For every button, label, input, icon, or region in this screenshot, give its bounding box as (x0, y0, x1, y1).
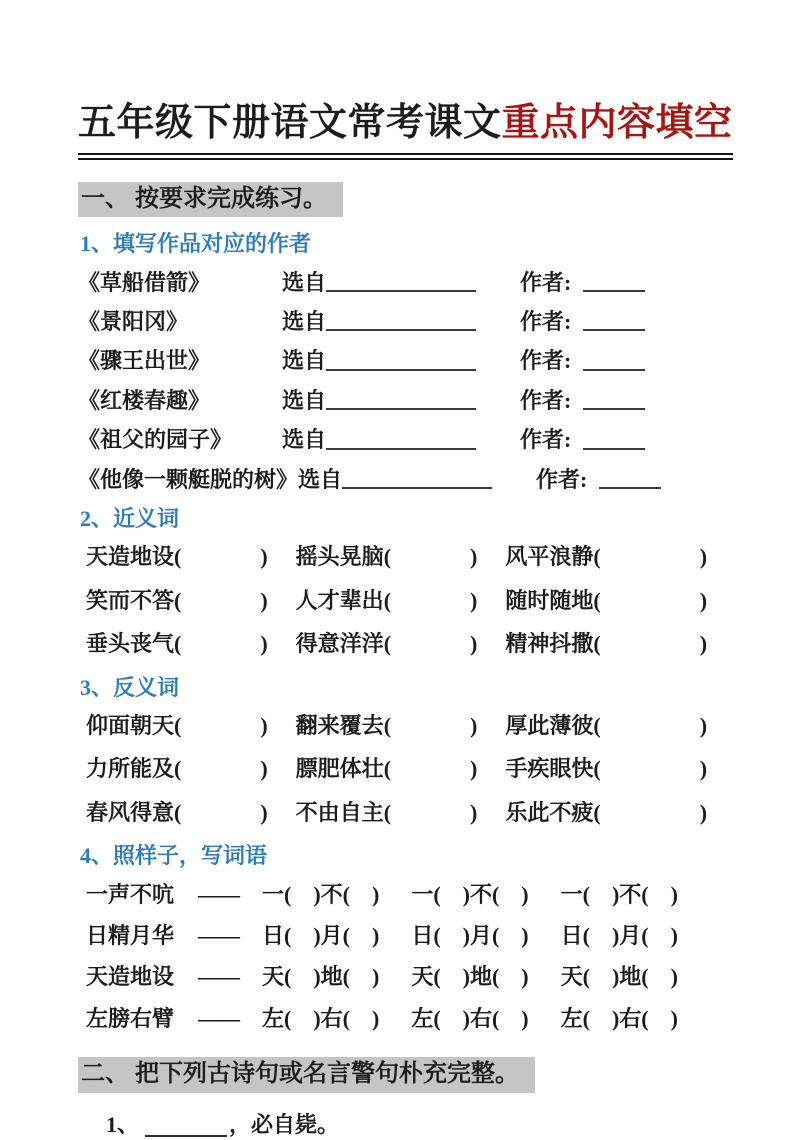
pattern-group: 日( )月( ) (560, 922, 678, 948)
pattern-group: 天( )地( ) (560, 964, 678, 990)
close-paren: ) (699, 799, 708, 825)
open-paren: ( (383, 587, 392, 613)
from-label: 选自 (282, 269, 327, 295)
word-item (505, 544, 715, 570)
pattern-row (86, 964, 715, 990)
pattern-group: 日( )月( ) (411, 922, 529, 948)
close-paren: ) (699, 587, 708, 613)
author-blank-line (583, 289, 645, 292)
word-item (296, 544, 506, 570)
word-item (86, 544, 296, 570)
word: 得意洋洋 (295, 631, 384, 657)
from-blank-line (326, 407, 476, 410)
open-paren: ( (383, 799, 392, 825)
open-paren: ( (174, 712, 182, 738)
close-paren: ) (260, 544, 268, 570)
pattern-group: 左( )右( ) (262, 1005, 380, 1031)
word: 风平浪静 (505, 544, 594, 570)
work-row (78, 270, 715, 296)
synonym-row (86, 544, 715, 570)
word: 厚此薄彼 (505, 712, 594, 738)
from-label: 选自 (282, 309, 327, 335)
open-paren: ( (593, 756, 601, 782)
subsection-1-heading: 1、填写作品对应的作者 (80, 231, 312, 257)
work-row (78, 388, 715, 414)
pattern-row (86, 923, 715, 949)
pattern-group: 一( )不( ) (262, 881, 380, 907)
close-paren: ) (260, 799, 268, 825)
word: 仰面朝天 (86, 712, 175, 738)
word: 垂头丧气 (86, 631, 175, 657)
open-paren: ( (383, 544, 392, 570)
word: 力所能及 (86, 756, 175, 782)
close-paren: ) (470, 799, 478, 825)
word-item (86, 800, 296, 826)
work-title: 《他像一颗艇脱的树》 (78, 466, 299, 492)
work-title: 《骤王出世》 (78, 348, 211, 374)
word: 乐此不疲 (505, 799, 594, 825)
word: 笑而不答 (86, 587, 175, 613)
open-paren: ( (174, 799, 182, 825)
close-paren: ) (470, 544, 478, 570)
antonym-row (86, 713, 715, 739)
open-paren: ( (174, 756, 182, 782)
word-item (505, 631, 715, 657)
from-blank-line (326, 447, 476, 450)
word-item (86, 588, 296, 614)
from-blank-line (326, 368, 476, 371)
word: 春风得意 (86, 799, 175, 825)
open-paren: ( (383, 756, 392, 782)
open-paren: ( (174, 544, 182, 570)
work-row (78, 467, 715, 493)
title-black-part: 五年级下册语文常考课文 (78, 102, 502, 144)
close-paren: ) (470, 587, 478, 613)
word-item (86, 756, 296, 782)
pattern-group: 日( )月( ) (262, 922, 380, 948)
from-label: 选自 (298, 466, 343, 492)
work-title: 《景阳冈》 (78, 309, 189, 335)
author-blank-line (583, 368, 645, 371)
open-paren: ( (593, 544, 601, 570)
author-label: 作者: (520, 348, 572, 374)
close-paren: ) (699, 631, 708, 657)
pattern-group: 一( )不( ) (411, 881, 529, 907)
close-paren: ) (260, 712, 268, 738)
word-item (505, 713, 715, 739)
word: 摇头晃脑 (295, 544, 384, 570)
open-paren: ( (383, 712, 392, 738)
pattern-example: 一声不吭 (86, 881, 175, 907)
author-label: 作者: (520, 387, 572, 413)
word: 不由自主 (295, 799, 384, 825)
pattern-group: 一( )不( ) (560, 881, 678, 907)
title-red-part: 重点内容填空 (501, 102, 733, 144)
word-item (505, 588, 715, 614)
section-one-header: 一、 按要求完成练习。 (78, 182, 343, 218)
open-paren: ( (174, 631, 182, 657)
synonym-row (86, 588, 715, 614)
pattern-example: 左膀右臂 (86, 1005, 175, 1031)
word: 膘肥体壮 (295, 756, 384, 782)
work-row (78, 427, 715, 453)
author-blank-line (583, 407, 645, 410)
word-item (296, 588, 506, 614)
word-item (505, 756, 715, 782)
sentence-text: ，必自毙。 (229, 1111, 340, 1137)
subsection-2-heading: 2、近义词 (80, 506, 180, 532)
word-item (296, 713, 506, 739)
pattern-example: 天造地设 (86, 964, 175, 990)
author-blank-line (599, 486, 661, 489)
work-row (78, 348, 715, 374)
close-paren: ) (260, 631, 268, 657)
close-paren: ) (470, 631, 478, 657)
sentence-line (106, 1111, 715, 1140)
pattern-example: 日精月华 (86, 922, 175, 948)
close-paren: ) (470, 712, 478, 738)
from-blank-line (326, 289, 476, 292)
close-paren: ) (260, 587, 268, 613)
from-label: 选自 (282, 348, 327, 374)
author-label: 作者: (520, 309, 572, 335)
close-paren: ) (699, 712, 708, 738)
open-paren: ( (593, 587, 601, 613)
dash: —— (198, 1005, 238, 1031)
open-paren: ( (593, 712, 601, 738)
from-label: 选自 (282, 427, 327, 453)
close-paren: ) (699, 756, 708, 782)
antonym-row (86, 756, 715, 782)
antonym-row (86, 800, 715, 826)
open-paren: ( (383, 631, 392, 657)
from-blank-line (342, 486, 492, 489)
word: 天造地设 (86, 544, 175, 570)
word: 人才辈出 (295, 587, 384, 613)
work-title: 《红楼春趣》 (78, 387, 211, 413)
word: 随时随地 (505, 587, 594, 613)
close-paren: ) (260, 756, 268, 782)
work-title: 《草船借箭》 (78, 269, 211, 295)
author-label: 作者: (520, 427, 572, 453)
open-paren: ( (593, 631, 601, 657)
word-item (86, 713, 296, 739)
subsection-4-heading: 4、照样子，写词语 (80, 843, 268, 869)
close-paren: ) (470, 756, 478, 782)
word-item (296, 631, 506, 657)
sentence-blank-line (145, 1134, 227, 1137)
word: 手疾眼快 (505, 756, 594, 782)
page-title (78, 100, 733, 160)
pattern-row (86, 882, 715, 908)
close-paren: ) (699, 544, 708, 570)
word-item (86, 631, 296, 657)
pattern-group: 左( )右( ) (560, 1005, 678, 1031)
pattern-group: 天( )地( ) (411, 964, 529, 990)
author-blank-line (583, 447, 645, 450)
author-label: 作者: (536, 466, 588, 492)
word-item (296, 800, 506, 826)
subsection-3-heading: 3、反义词 (80, 674, 180, 700)
word-item (296, 756, 506, 782)
author-label: 作者: (520, 269, 572, 295)
from-label: 选自 (282, 387, 327, 413)
pattern-group: 左( )右( ) (411, 1005, 529, 1031)
section-two-header: 二、 把下列古诗句或名言警句朴充完整。 (78, 1057, 535, 1093)
dash: —— (198, 881, 238, 907)
word: 翻来覆去 (295, 712, 384, 738)
sentence-number: 1、 (106, 1111, 140, 1137)
dash: —— (198, 964, 238, 990)
open-paren: ( (174, 587, 182, 613)
synonym-row (86, 631, 715, 657)
work-row (78, 309, 715, 335)
from-blank-line (326, 328, 476, 331)
pattern-row (86, 1006, 715, 1032)
open-paren: ( (593, 799, 601, 825)
word-item (505, 800, 715, 826)
author-blank-line (583, 328, 645, 331)
work-title: 《祖父的园子》 (78, 427, 233, 453)
dash: —— (198, 922, 238, 948)
word: 精神抖撒 (505, 631, 594, 657)
pattern-group: 天( )地( ) (262, 964, 380, 990)
